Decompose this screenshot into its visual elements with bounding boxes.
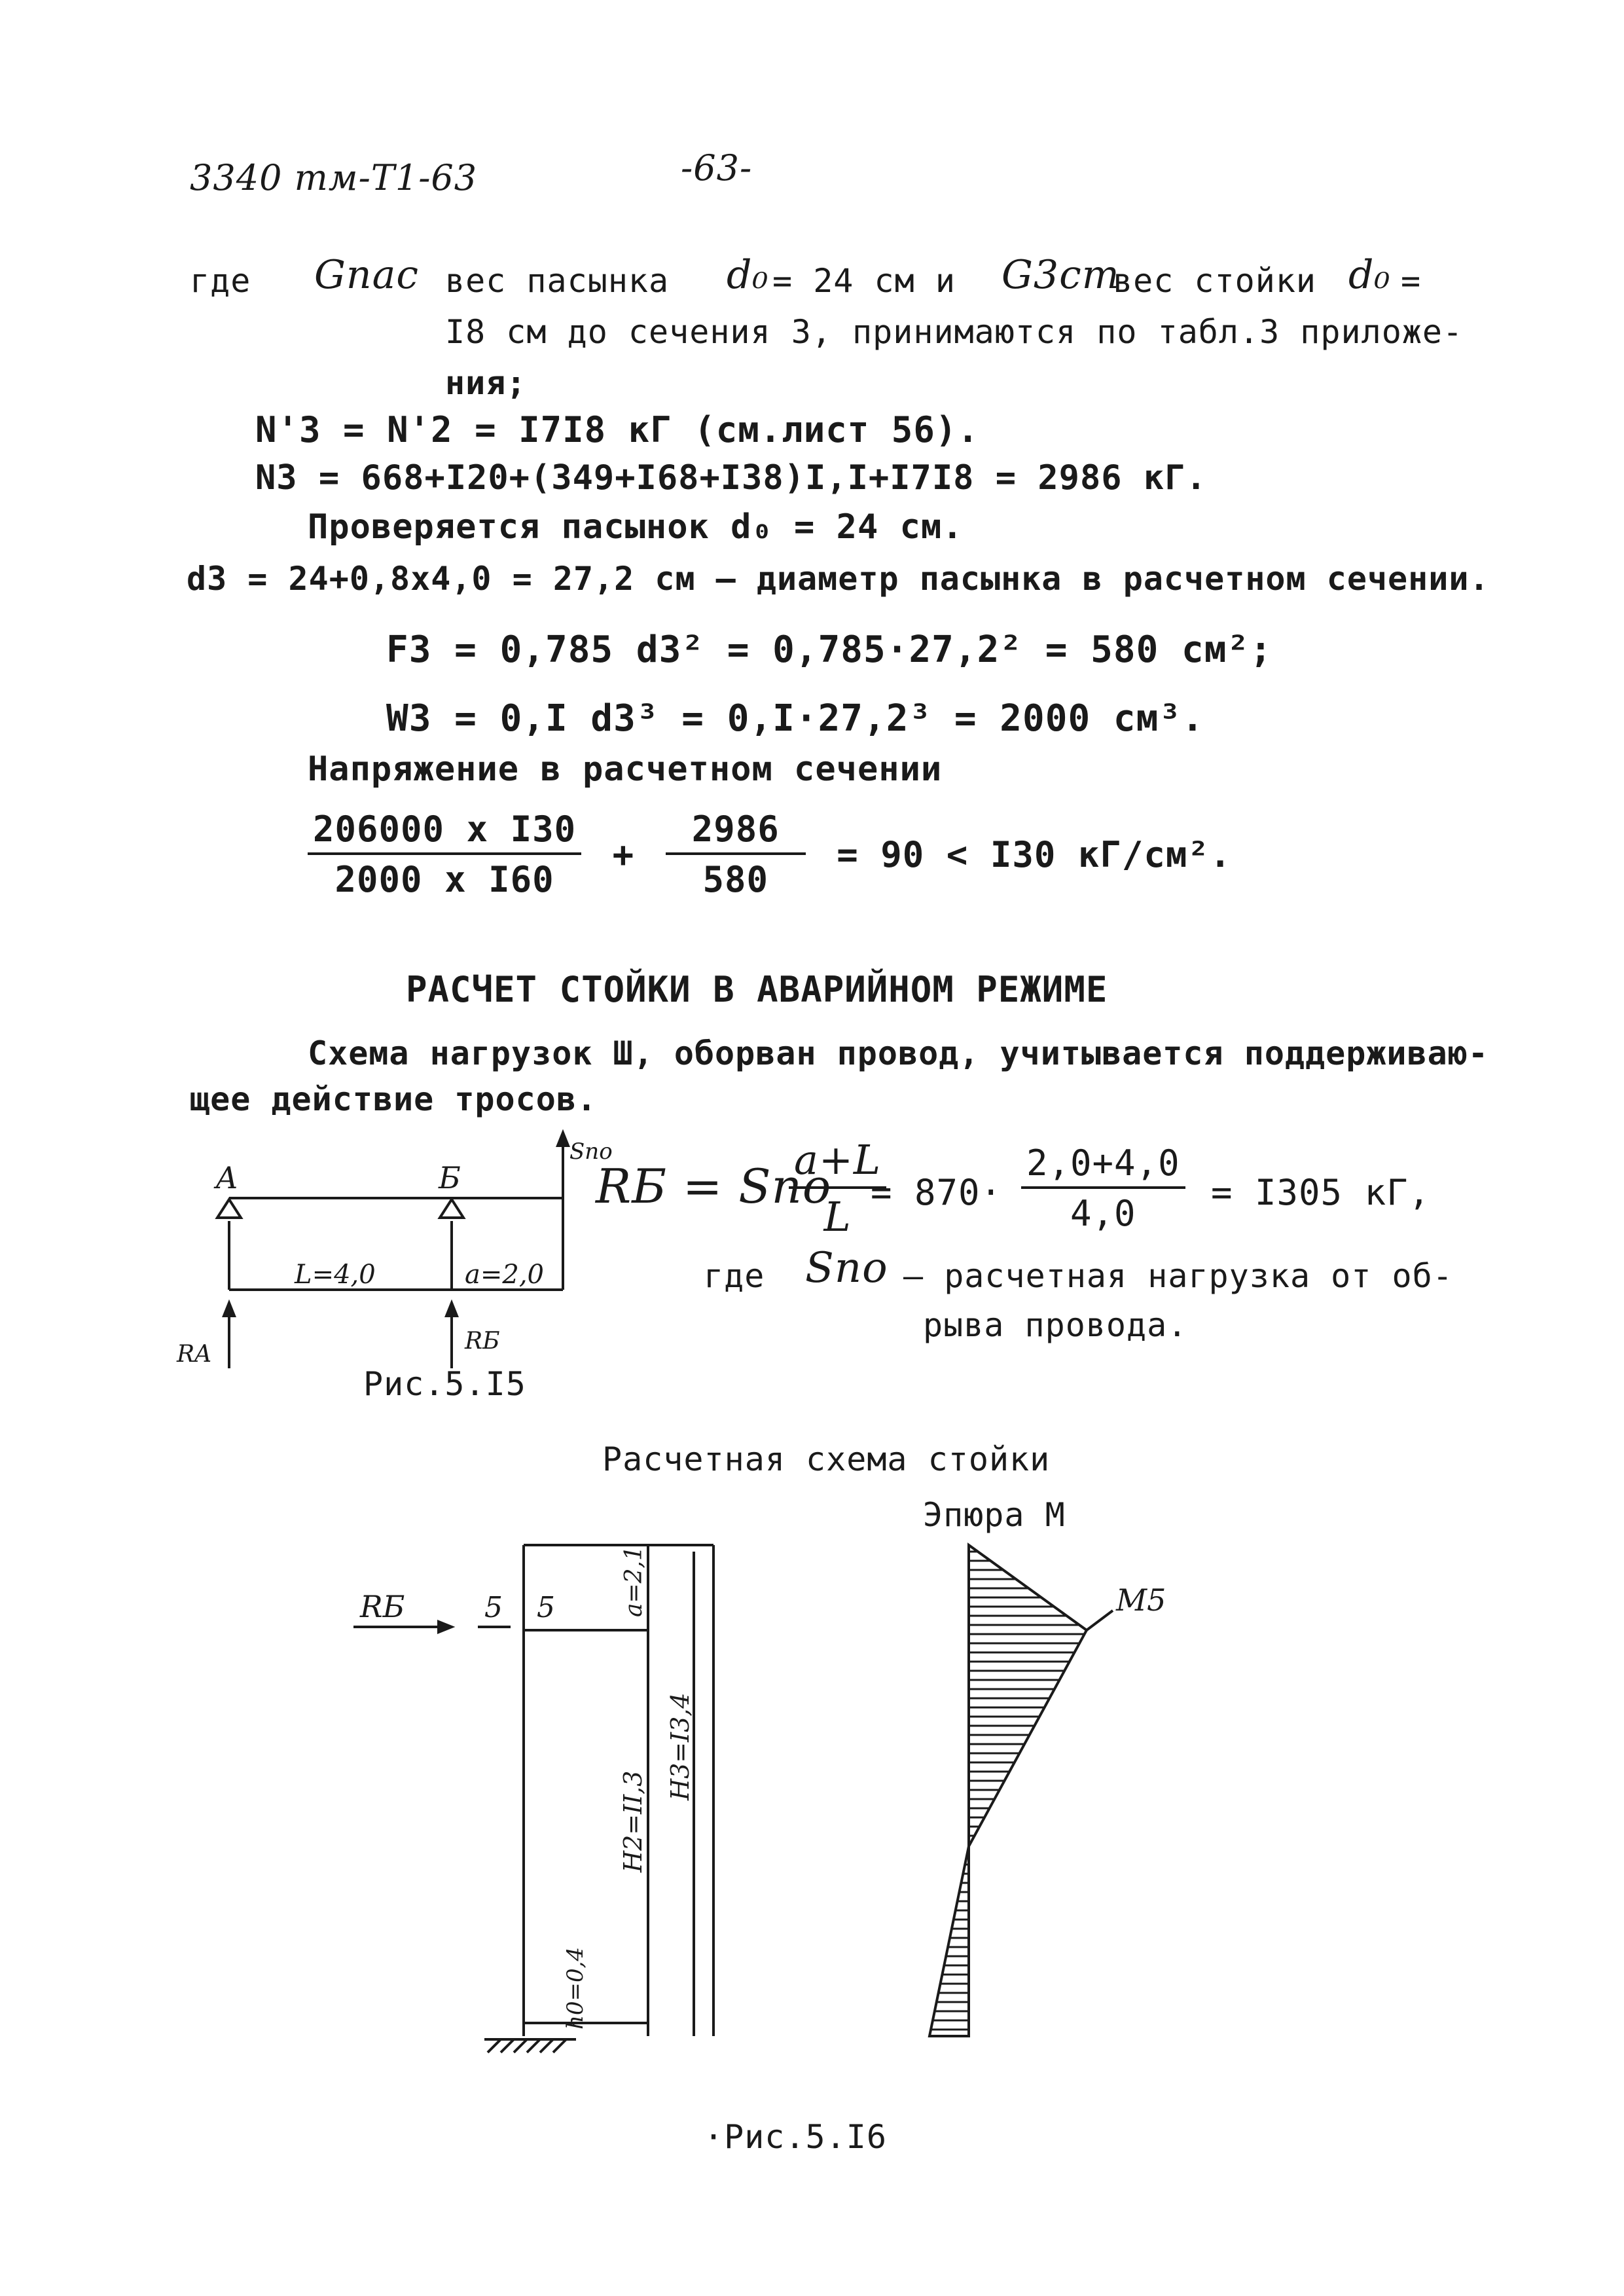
n3-equals-n2: N'3 = N'2 = I7I8 кГ (см.лист 56). <box>255 409 979 450</box>
fig516-dim-h3: H3=I3,4 <box>666 1692 695 1800</box>
where-text-3: вес стойки <box>1113 262 1317 300</box>
hatch-1 <box>488 2039 501 2052</box>
label-a: A <box>216 1160 238 1195</box>
symbol-d0-2: d₀ <box>1348 252 1391 298</box>
fig516-dim-h0: h0=0,4 <box>562 1946 588 2030</box>
symbol-g-pas: Gпас <box>314 252 419 298</box>
label-span-a: a=2,0 <box>465 1260 544 1290</box>
label-s: Sпо <box>569 1139 613 1165</box>
rb-fraction-den: L <box>823 1193 852 1241</box>
where-line-3: ния; <box>445 364 527 402</box>
section-para-2: щее действие тросов. <box>190 1080 598 1118</box>
rb-desc-1: – расчетная нагрузка от об- <box>903 1257 1453 1295</box>
rb-fraction-2 <box>1021 1142 1185 1234</box>
fraction-axial <box>666 809 806 900</box>
symbol-g-st: G3ст <box>1001 252 1120 298</box>
rb-fraction-num: a+L <box>789 1136 886 1189</box>
label-rb: RБ <box>465 1328 500 1355</box>
section-para-1: Схема нагрузок Ш, оборван провод, учитывается поддерживаю- <box>308 1034 1489 1072</box>
label-ra: RA <box>177 1341 212 1368</box>
rb-symbol-s: Sпо <box>805 1244 888 1292</box>
fig516-sec5-left: 5 <box>484 1591 503 1624</box>
fraction-axial-num: 2986 <box>666 809 806 855</box>
stress-result: = 90 < I30 кГ/см². <box>837 833 1232 875</box>
label-b: Б <box>439 1160 461 1195</box>
load-arrow-head <box>558 1133 568 1146</box>
d3-line: d3 = 24+0,8x4,0 = 27,2 см – диаметр пасынка в расчетном сечении. <box>187 560 1490 598</box>
hatch-6 <box>553 2039 566 2052</box>
label-span-l: L=4,0 <box>295 1260 376 1290</box>
support-a <box>217 1199 241 1218</box>
fig-515-caption: Рис.5.I5 <box>363 1365 526 1403</box>
hatch-5 <box>540 2039 553 2052</box>
fraction-moment-den: 2000 x I60 <box>334 859 554 900</box>
rb-fraction-2-num: 2,0+4,0 <box>1021 1142 1185 1189</box>
column-diagram <box>340 1532 1231 2108</box>
rb-arrow-head <box>439 1622 452 1632</box>
doc-code: 3340 тм-Т1-63 <box>190 157 478 198</box>
moment-lower <box>929 1846 969 2036</box>
reaction-b-head <box>446 1303 457 1316</box>
fig516-m5: M5 <box>1116 1582 1166 1618</box>
where-line-2: I8 см до сечения 3, принимаются по табл.3 приложе- <box>445 313 1464 351</box>
rb-lhs: RБ = Sпо <box>596 1159 832 1214</box>
rb-where: где <box>704 1257 765 1295</box>
check-pasynok: Проверяется пасынок d₀ = 24 см. <box>308 507 964 547</box>
page-number: -63- <box>681 147 753 189</box>
rb-desc-2: рыва провода. <box>923 1306 1188 1344</box>
fig516-dim-h2: H2=II,3 <box>619 1770 647 1872</box>
moment-title: Эпюра М <box>923 1496 1066 1534</box>
rb-result: = I305 кГ, <box>1211 1172 1431 1213</box>
fraction-axial-den: 580 <box>702 859 768 900</box>
rb-fraction-2-den: 4,0 <box>1070 1193 1136 1234</box>
beam-diagram <box>170 1126 613 1401</box>
rb-mid: = 870· <box>871 1172 1003 1213</box>
fig516-rb: RБ <box>360 1589 405 1624</box>
fraction-moment-num: 206000 x I30 <box>308 809 581 855</box>
reaction-a-head <box>224 1303 234 1316</box>
stress-title: Напряжение в расчетном сечении <box>308 750 943 789</box>
hatch-4 <box>527 2039 540 2052</box>
fraction-moment <box>308 809 581 900</box>
symbol-d0-1: d₀ <box>727 252 769 298</box>
where-text-4: = <box>1401 262 1422 300</box>
fig-516-caption: ·Рис.5.I6 <box>704 2118 887 2156</box>
f3-line: F3 = 0,785 d3² = 0,785·27,2² = 580 см²; <box>386 629 1272 671</box>
fig516-sec5-right: 5 <box>537 1591 555 1624</box>
m5-leader <box>1087 1611 1113 1630</box>
fig516-dim-a: a=2,1 <box>621 1546 647 1617</box>
fig-516-title: Расчетная схема стойки <box>602 1440 1051 1478</box>
where-text-2: = 24 см и <box>772 262 956 300</box>
w3-line: W3 = 0,I d3³ = 0,I·27,2³ = 2000 см³. <box>386 697 1204 740</box>
where-word: где <box>190 262 251 300</box>
moment-upper <box>969 1545 1087 1846</box>
where-text-1: вес пасынка <box>445 262 670 300</box>
section-heading: РАСЧЕТ СТОЙКИ В АВАРИЙНОМ РЕЖИМЕ <box>406 969 1108 1010</box>
support-b <box>440 1199 463 1218</box>
hatch-3 <box>514 2039 527 2052</box>
n3-full: N3 = 668+I20+(349+I68+I38)I,I+I7I8 = 2986 кГ. <box>255 458 1207 498</box>
moment-hatch-upper <box>969 1552 1085 1845</box>
hatch-2 <box>501 2039 514 2052</box>
plus-sign: + <box>612 833 635 875</box>
stress-formula <box>308 809 1231 900</box>
